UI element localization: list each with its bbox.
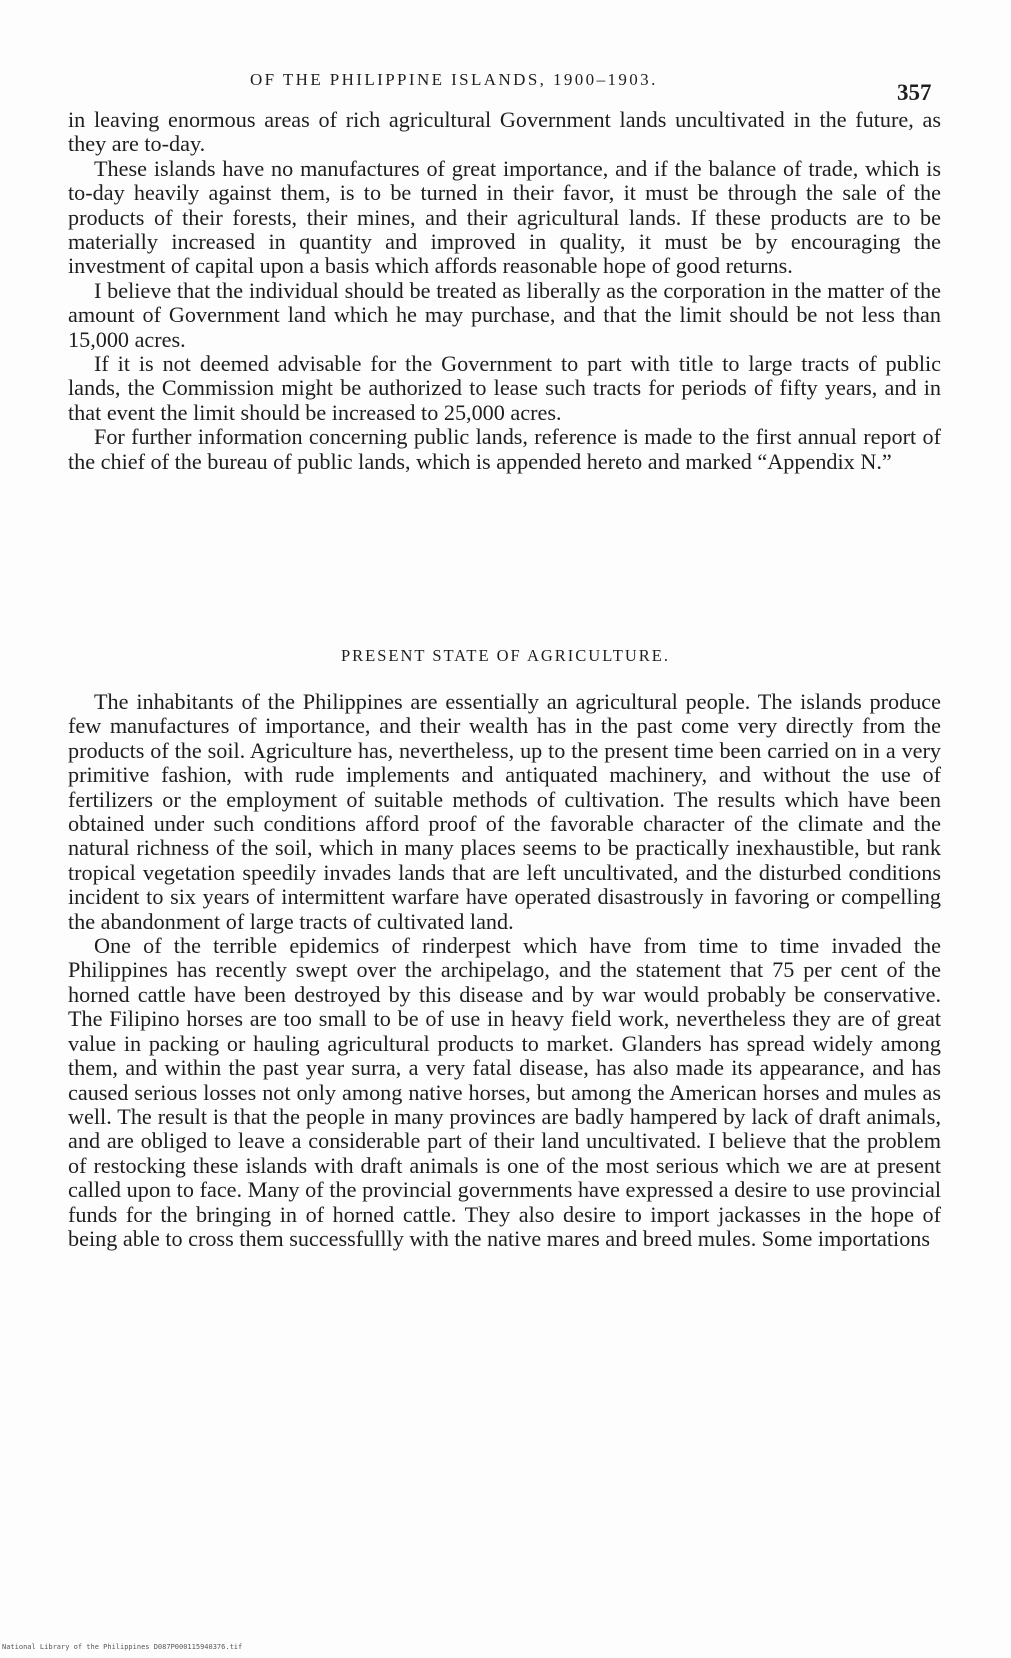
paragraph-rinderpest: One of the terrible epidemics of rinderpest which have from time to time invaded the Philippines has recently swept over the archipelago, and the statement that 75 per cent of the horned cattle have been destroyed by this disease and by war would probably be conservative. The Filipino horses are too small to be of use in heavy field work, nevertheless they are of great value in packing or hauling agricultural products to market. Glanders has spread widely among them, and within the past year surra, a very fatal disease, has also made its appearance, and has caused serious losses not only among native horses, but among the American horses and mules as well. The result is that the people in many provinces are badly hampered by lack of draft animals, and are obliged to leave a considerable part of their land uncultivated. I believe that the problem of restocking these islands with draft animals is one of the most serious which we are at present called upon to face. Many of the provincial governments have expressed a desire to use provincial funds for the bringing in of horned cattle. They also desire to import jackasses in the hope of being able to cross them successfullly with the native mares and breed mules. Some importations [68,933,941,1251]
paragraph-individual-limit: I believe that the individual should be treated as liberally as the corporation in the matter of the amount of Government land which he may purchase, and that the limit should be not less than 15,000 acres. [68,277,941,352]
public-lands-text [68,108,941,474]
page-number: 357 [897,80,932,105]
section-heading: PRESENT STATE OF AGRICULTURE. [341,646,670,665]
paragraph-appendix-reference: For further information concerning public lands, reference is made to the first annual report of the chief of the bureau of public lands, which is appended hereto and marked “Appendix N.” [68,424,941,474]
scan-credit: National Library of the Philippines D087P000115940376.tif [2,1643,243,1651]
paragraph-trade-balance: These islands have no manufactures of great importance, and if the balance of trade, which is to-day heavily against them, is to be turned in their favor, it must be through the sale of the products of their forests, their mines, and their agricultural lands. If these products are to be materially increased in quantity and improved in quality, it must be by encouraging the investment of capital upon a basis which affords reasonable hope of good returns. [68,155,941,279]
running-head: OF THE PHILIPPINE ISLANDS, 1900–1903. [250,70,658,89]
paragraph-continuation: in leaving enormous areas of rich agricultural Government lands uncultivated in the future, as they are to-day. [68,107,941,157]
paragraph-lease-option: If it is not deemed advisable for the Government to part with title to large tracts of public lands, the Commission might be authorized to lease such tracts for periods of fifty years, and in that event the limit should be increased to 25,000 acres. [68,351,941,425]
agriculture-text [68,690,941,1251]
paragraph-agricultural-people: The inhabitants of the Philippines are essentially an agricultural people. The islands produce few manufactures of importance, and their wealth has in the past come very directly from the products of the soil. Agriculture has, nevertheless, up to the present time been carried on in a very primitive fashion, with rude implements and antiquated machinery, and without the use of fertilizers or the employment of suitable methods of cultivation. The results which have been obtained under such conditions afford proof of the favorable character of the climate and the natural richness of the soil, which in many places seems to be practically inexhaustible, but rank tropical vegetation speedily invades lands that are left uncultivated, and the disturbed conditions incident to six years of intermittent warfare have operated disastrously in favoring or compelling the abandonment of large tracts of cultivated land. [68,689,941,934]
